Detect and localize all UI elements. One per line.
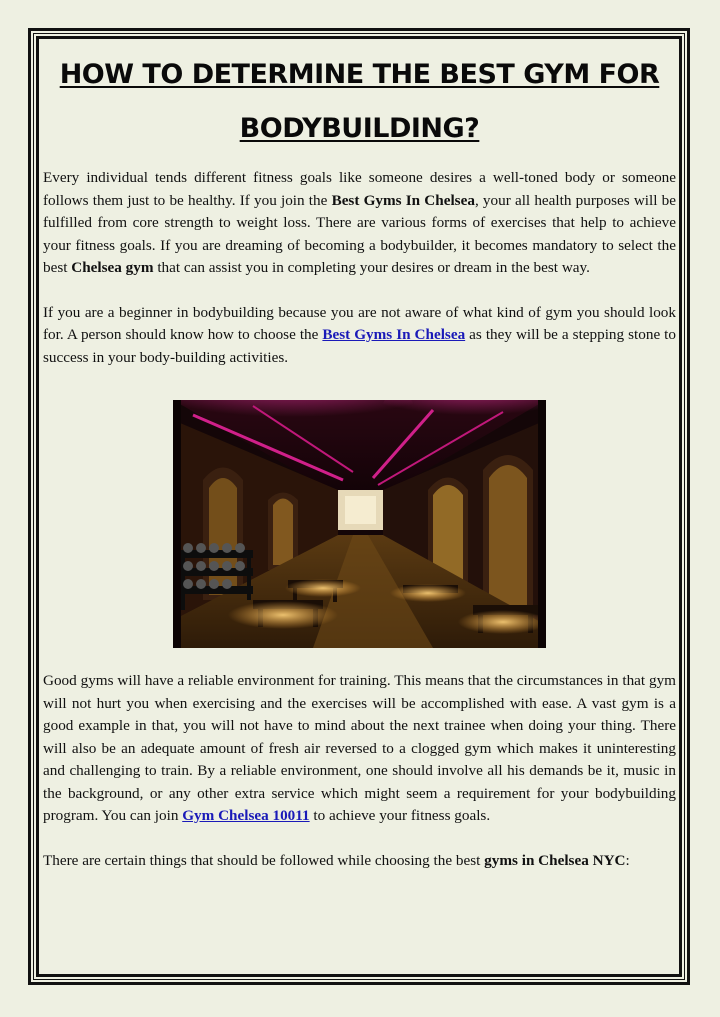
page-title — [43, 48, 676, 156]
document-body — [43, 48, 676, 872]
intro-text-2: , your all health purposes will be fulfilled from core strength to weight loss. There are various forms of exercises that help to achieve your fitness goals. If you are dreaming of becoming a bodybuilder, it becomes mandatory to select the best — [43, 191, 676, 276]
choosing-text-1: There are certain things that should be followed while choosing the best — [43, 851, 485, 869]
gym-interior-photo — [173, 400, 546, 648]
choosing-text-2: : — [625, 851, 630, 869]
choosing-bold-gyms-nyc: gyms in Chelsea NYC — [484, 851, 626, 869]
beginner-text-2: as they will be a stepping stone to success in your body-building activities. — [43, 326, 676, 366]
gym-chelsea-10011-link[interactable]: Gym Chelsea 10011 — [182, 807, 310, 824]
paragraph-environment — [43, 670, 676, 828]
intro-bold-best-gyms: Best Gyms In Chelsea — [331, 191, 475, 209]
paragraph-choosing — [43, 850, 676, 873]
best-gyms-chelsea-link[interactable]: Best Gyms In Chelsea — [322, 326, 466, 343]
intro-text-1: Every individual tends different fitness goals like someone desires a well-toned body or someone follows them just to be healthy. If you join the — [43, 169, 676, 209]
title-line-1: HOW TO DETERMINE THE BEST GYM FOR — [59, 59, 660, 90]
title-line-2: BODYBUILDING? — [239, 113, 480, 144]
paragraph-intro — [43, 167, 676, 280]
environment-text-2: to achieve your fitness goals. — [309, 807, 491, 824]
beginner-text-1: If you are a beginner in bodybuilding because you are not aware of what kind of gym you should look for. A person should know how to choose the — [43, 303, 676, 343]
paragraph-beginner — [43, 302, 676, 370]
intro-bold-chelsea-gym: Chelsea gym — [71, 259, 154, 276]
environment-text-1: Good gyms will have a reliable environment for training. This means that the circumstances in that gym will not hurt you when exercising and the exercises will be accomplished with ease. A vast gym is a good example in that, you will not have to mind about the next trainee when doing your thing. There will also be an adequate amount of fresh air reversed to a clogged gym which makes it uninteresting and challenging to train. By a reliable environment, one should involve all his demands be it, music in the background, or any other extra service which might seem a requirement for your bodybuilding program. You can join — [43, 672, 676, 824]
intro-text-3: that can assist you in completing your desires or dream in the best way. — [153, 259, 590, 276]
